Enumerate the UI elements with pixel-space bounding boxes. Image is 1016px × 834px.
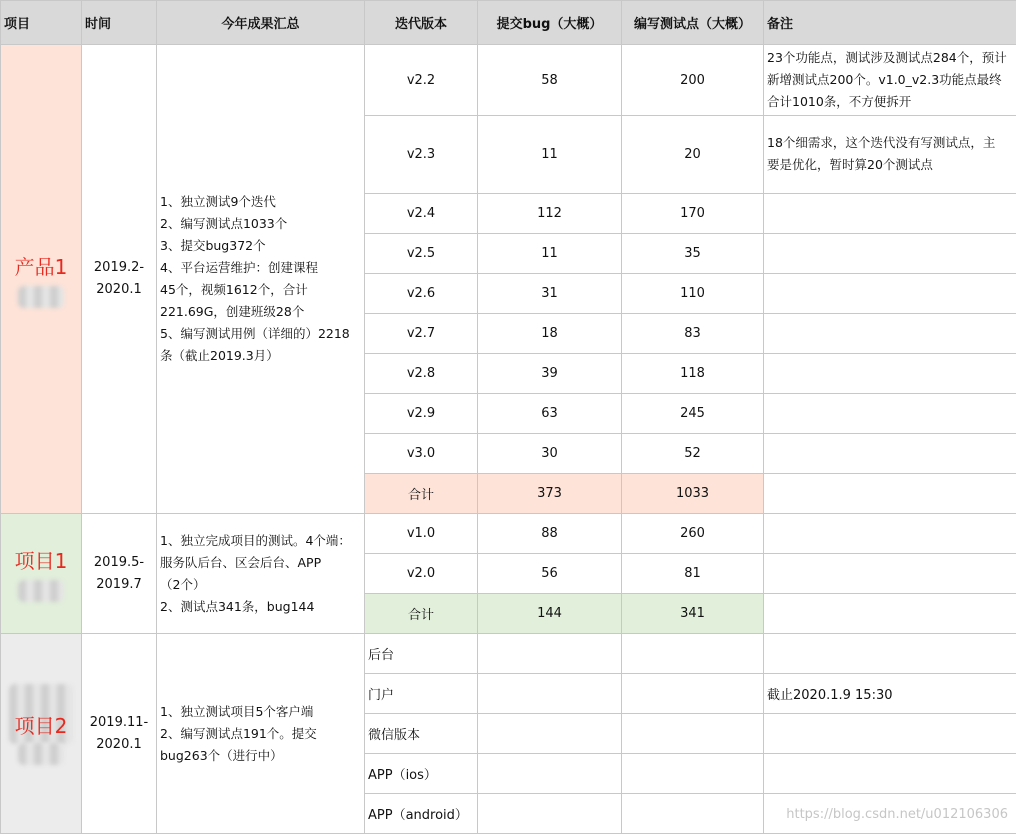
- points-cell: [622, 794, 764, 834]
- summary-line: 45个，视频1612个，合计: [160, 279, 361, 301]
- header-bugs: 提交bug（大概）: [478, 1, 622, 45]
- summary-line: 2、编写测试点191个。提交: [160, 723, 361, 745]
- points-cell: 83: [622, 314, 764, 354]
- time-cell: [82, 514, 157, 634]
- bugs-cell: 18: [478, 314, 622, 354]
- bugs-cell: [478, 794, 622, 834]
- bugs-cell: 112: [478, 194, 622, 234]
- summary-line: bug263个（进行中）: [160, 745, 361, 767]
- project-cell: [1, 634, 82, 834]
- bugs-cell: 56: [478, 554, 622, 594]
- bugs-cell: 30: [478, 434, 622, 474]
- time-start: 2019.2-: [82, 257, 156, 279]
- points-cell: 52: [622, 434, 764, 474]
- watermark: https://blog.csdn.net/u012106306: [786, 807, 1008, 822]
- note-cell: [764, 514, 1016, 554]
- platform-cell: APP（ios）: [365, 754, 478, 794]
- header-row: [1, 1, 1016, 45]
- note-cell: [764, 116, 1016, 194]
- version-cell: v2.9: [365, 394, 478, 434]
- bugs-cell: 39: [478, 354, 622, 394]
- points-cell: 260: [622, 514, 764, 554]
- note-cell: [764, 594, 1016, 634]
- version-cell: v2.2: [365, 45, 478, 116]
- version-cell: v2.0: [365, 554, 478, 594]
- summary-line: 1、独立完成项目的测试。4个端：: [160, 530, 361, 552]
- summary-line: 4、平台运营维护：创建课程: [160, 257, 361, 279]
- platform-cell: 微信版本: [365, 714, 478, 754]
- version-cell: v2.5: [365, 234, 478, 274]
- note-cell: [764, 714, 1016, 754]
- project-name: 项目2: [1, 710, 81, 739]
- version-cell: v2.8: [365, 354, 478, 394]
- summary-line: 221.69G，创建班级28个: [160, 301, 361, 323]
- note-line: 18个细需求，这个迭代没有写测试点，主: [767, 132, 1013, 154]
- bugs-cell: 58: [478, 45, 622, 116]
- note-cell: [764, 434, 1016, 474]
- summary-line: 服务队后台、区会后台、APP: [160, 552, 361, 574]
- summary-line: 条（截止2019.3月）: [160, 345, 361, 367]
- summary-cell: [157, 514, 365, 634]
- note-line: 新增测试点200个。v1.0_v2.3功能点最终: [767, 69, 1013, 91]
- points-cell: 118: [622, 354, 764, 394]
- total-bugs: 373: [478, 474, 622, 514]
- note-cell: [764, 394, 1016, 434]
- time-cell: [82, 634, 157, 834]
- bugs-cell: [478, 634, 622, 674]
- note-cell: [764, 554, 1016, 594]
- bugs-cell: [478, 754, 622, 794]
- bugs-cell: 11: [478, 234, 622, 274]
- time-start: 2019.11-: [82, 712, 156, 734]
- summary-cell: [157, 634, 365, 834]
- header-project: 项目: [1, 1, 82, 45]
- note-cell: [764, 354, 1016, 394]
- bugs-cell: 63: [478, 394, 622, 434]
- project-name: 产品1: [1, 251, 81, 280]
- total-bugs: 144: [478, 594, 622, 634]
- bugs-cell: 11: [478, 116, 622, 194]
- version-cell: v2.6: [365, 274, 478, 314]
- points-cell: 170: [622, 194, 764, 234]
- platform-cell: 后台: [365, 634, 478, 674]
- summary-line: （2个）: [160, 574, 361, 596]
- time-end: 2020.1: [82, 279, 156, 301]
- points-cell: 110: [622, 274, 764, 314]
- header-summary: 今年成果汇总: [157, 1, 365, 45]
- total-points: 1033: [622, 474, 764, 514]
- summary-line: 1、独立测试项目5个客户端: [160, 701, 361, 723]
- header-version: 迭代版本: [365, 1, 478, 45]
- bugs-cell: 88: [478, 514, 622, 554]
- note-line: 23个功能点，测试涉及测试点284个，预计: [767, 47, 1013, 69]
- points-cell: [622, 754, 764, 794]
- note-cell: [764, 194, 1016, 234]
- redacted-subtitle: [18, 286, 64, 308]
- note-line: 要是优化，暂时算20个测试点: [767, 154, 1013, 176]
- time-end: 2019.7: [82, 574, 156, 596]
- version-cell: v2.4: [365, 194, 478, 234]
- time-start: 2019.5-: [82, 552, 156, 574]
- points-cell: 245: [622, 394, 764, 434]
- platform-cell: APP（android）: [365, 794, 478, 834]
- header-notes: 备注: [764, 1, 1016, 45]
- note-cell: 截止2020.1.9 15:30: [764, 674, 1016, 714]
- points-cell: 35: [622, 234, 764, 274]
- project-name: 项目1: [1, 545, 81, 574]
- table-row: [1, 634, 1016, 674]
- points-cell: [622, 674, 764, 714]
- total-points: 341: [622, 594, 764, 634]
- note-cell: [764, 754, 1016, 794]
- bugs-cell: 31: [478, 274, 622, 314]
- time-end: 2020.1: [82, 734, 156, 756]
- note-cell: [764, 634, 1016, 674]
- summary-cell: [157, 45, 365, 514]
- version-cell: v2.7: [365, 314, 478, 354]
- total-label: 合计: [365, 594, 478, 634]
- header-time: 时间: [82, 1, 157, 45]
- table-row: [1, 45, 1016, 116]
- project-cell: [1, 514, 82, 634]
- note-line: 合计1010条，不方便拆开: [767, 91, 1013, 113]
- note-cell: [764, 474, 1016, 514]
- points-cell: 20: [622, 116, 764, 194]
- points-cell: 81: [622, 554, 764, 594]
- platform-cell: 门户: [365, 674, 478, 714]
- redacted-subtitle: [18, 580, 64, 602]
- bugs-cell: [478, 674, 622, 714]
- note-cell: [764, 314, 1016, 354]
- summary-line: 2、编写测试点1033个: [160, 213, 361, 235]
- version-cell: v3.0: [365, 434, 478, 474]
- bugs-cell: [478, 714, 622, 754]
- summary-line: 2、测试点341条，bug144: [160, 596, 361, 618]
- summary-line: 5、编写测试用例（详细的）2218: [160, 323, 361, 345]
- note-cell: [764, 45, 1016, 116]
- note-cell: [764, 234, 1016, 274]
- redacted-subtitle: [18, 743, 64, 765]
- project-cell: [1, 45, 82, 514]
- version-cell: v2.3: [365, 116, 478, 194]
- points-cell: 200: [622, 45, 764, 116]
- note-cell: [764, 274, 1016, 314]
- header-testpoints: 编写测试点（大概）: [622, 1, 764, 45]
- version-cell: v1.0: [365, 514, 478, 554]
- summary-line: 3、提交bug372个: [160, 235, 361, 257]
- table-row: [1, 514, 1016, 554]
- total-label: 合计: [365, 474, 478, 514]
- points-cell: [622, 714, 764, 754]
- points-cell: [622, 634, 764, 674]
- time-cell: [82, 45, 157, 514]
- summary-line: 1、独立测试9个迭代: [160, 191, 361, 213]
